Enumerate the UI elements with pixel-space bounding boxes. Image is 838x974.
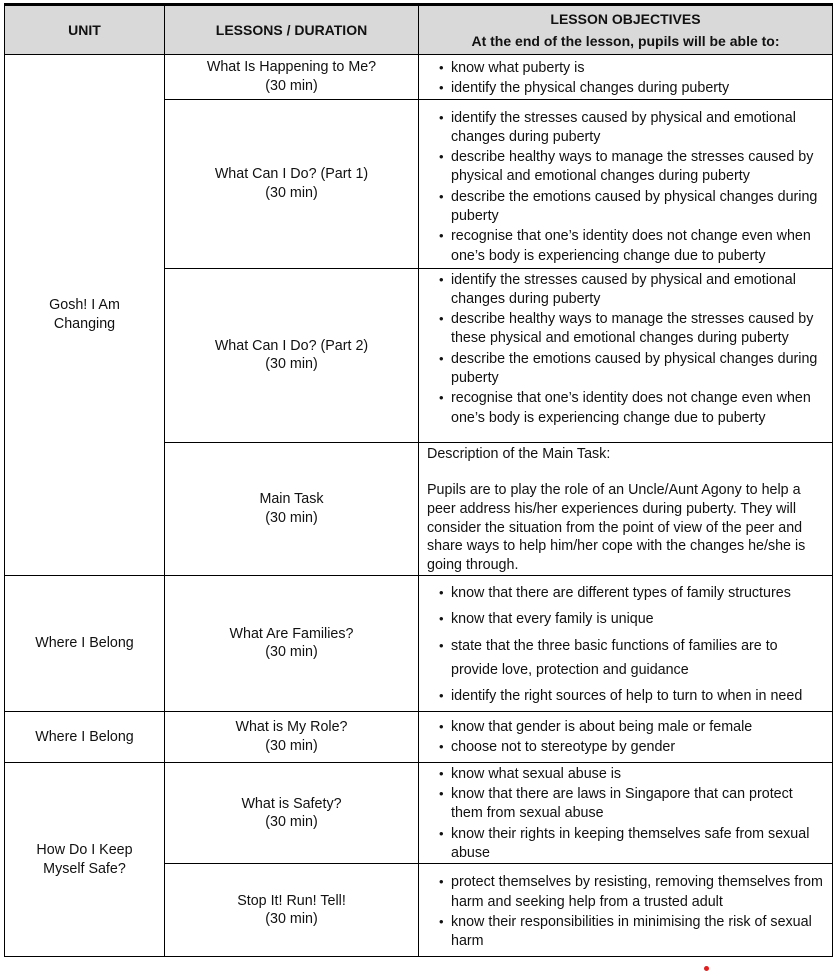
objective-item: • identify the right sources of help to turn to when in need [427,684,828,708]
lesson-title: Stop It! Run! Tell! [237,892,346,909]
objectives-cell [419,864,833,957]
objectives-list [427,872,828,951]
objective-item: • describe the emotions caused by physical changes during puberty [427,349,828,389]
lesson-title: Main Task [259,491,324,508]
objectives-list [427,764,828,863]
lesson-title: What Can I Do? (Part 1) [214,166,369,183]
unit-name: How Do I Keep Myself Safe? [36,842,133,877]
objectives-cell [419,762,833,863]
lesson-cell [165,55,419,100]
header-row [5,5,833,55]
lesson-title: What Is Happening to Me? [206,59,377,76]
lesson-cell [165,442,419,575]
objective-item: • recognise that one’s identity does not change even when one’s body is experiencing change due to puberty [427,226,828,266]
unit-cell [5,575,165,711]
objective-item: • describe healthy ways to manage the stresses caused by physical and emotional changes during puberty [427,147,828,187]
objectives-cell [419,711,833,762]
unit-name: Where I Belong [35,728,134,745]
objective-item: • know that gender is about being male or female [427,717,828,737]
objective-item: • identify the stresses caused by physical and emotional changes during puberty [427,270,828,310]
objective-item: • recognise that one’s identity does not change even when one’s body is experiencing change due to puberty [427,388,828,428]
red-dot-mark [704,966,709,971]
table-row [5,55,833,100]
lesson-duration: (30 min) [265,509,318,526]
table-row [5,711,833,762]
unit-name: Where I Belong [35,635,134,652]
objective-item: • choose not to stereotype by gender [427,737,828,757]
unit-cell [5,55,165,576]
table-row [5,575,833,711]
objectives-cell [419,575,833,711]
objective-item: • know what puberty is [427,58,828,78]
lesson-cell [165,575,419,711]
objectives-cell [419,268,833,442]
lesson-duration: (30 min) [265,356,318,373]
lesson-duration: (30 min) [265,814,318,831]
lessons-column-header: LESSONS / DURATION [165,5,419,55]
objective-item: • know that every family is unique [427,607,828,631]
objective-item: • describe the emotions caused by physical changes during puberty [427,187,828,227]
unit-column-header: UNIT [5,5,165,55]
objective-item: • state that the three basic functions of families are to provide love, protection and guidance [427,634,828,682]
objectives-cell [419,99,833,268]
objectives-header-subtitle: At the end of the lesson, pupils will be able to: [471,33,780,49]
objectives-list [427,58,828,99]
lesson-cell [165,762,419,863]
objectives-list [427,581,828,709]
objective-item: • know what sexual abuse is [427,764,828,784]
lesson-plan-table [4,3,833,957]
unit-name: Gosh! I Am Changing [49,297,120,332]
objectives-list [427,270,828,428]
objective-item: • identify the physical changes during puberty [427,78,828,98]
objectives-header-title: LESSON OBJECTIVES [550,11,701,27]
lesson-duration: (30 min) [265,184,318,201]
lesson-duration: (30 min) [265,911,318,928]
objective-item: • identify the stresses caused by physical and emotional changes during puberty [427,108,828,148]
lesson-duration: (30 min) [265,737,318,754]
objective-item: • know that there are different types of family structures [427,581,828,605]
objective-item: • know their responsibilities in minimising the risk of sexual harm [427,912,828,952]
objective-item: • know their rights in keeping themselves safe from sexual abuse [427,824,828,864]
lesson-title: What Can I Do? (Part 2) [214,337,369,354]
lesson-cell [165,864,419,957]
main-task-cell [419,442,833,575]
objectives-list [427,717,828,758]
objectives-cell [419,55,833,100]
lesson-cell [165,268,419,442]
objective-item: • know that there are laws in Singapore that can protect them from sexual abuse [427,784,828,824]
unit-cell [5,762,165,956]
lesson-title: What is Safety? [241,795,342,812]
main-task-description: Pupils are to play the role of an Uncle/Aunt Agony to help a peer address his/her experiences during puberty. They will consider the situation from the point of view of the peer and share ways to help him/her cope with the changes he/she is going through. [427,482,806,574]
lesson-title: What Are Families? [229,625,354,642]
lesson-duration: (30 min) [265,77,318,94]
main-task-heading: Description of the Main Task: [427,445,611,462]
objectives-list [427,108,828,266]
objective-item: • describe healthy ways to manage the stresses caused by these physical and emotional changes during puberty [427,309,828,349]
lesson-duration: (30 min) [265,644,318,661]
objectives-column-header [419,5,833,55]
table-row [5,762,833,863]
unit-cell [5,711,165,762]
objective-item: • protect themselves by resisting, removing themselves from harm and seeking help from a trusted adult [427,872,828,912]
lesson-title: What is My Role? [235,719,348,736]
lesson-cell [165,711,419,762]
lesson-cell [165,99,419,268]
